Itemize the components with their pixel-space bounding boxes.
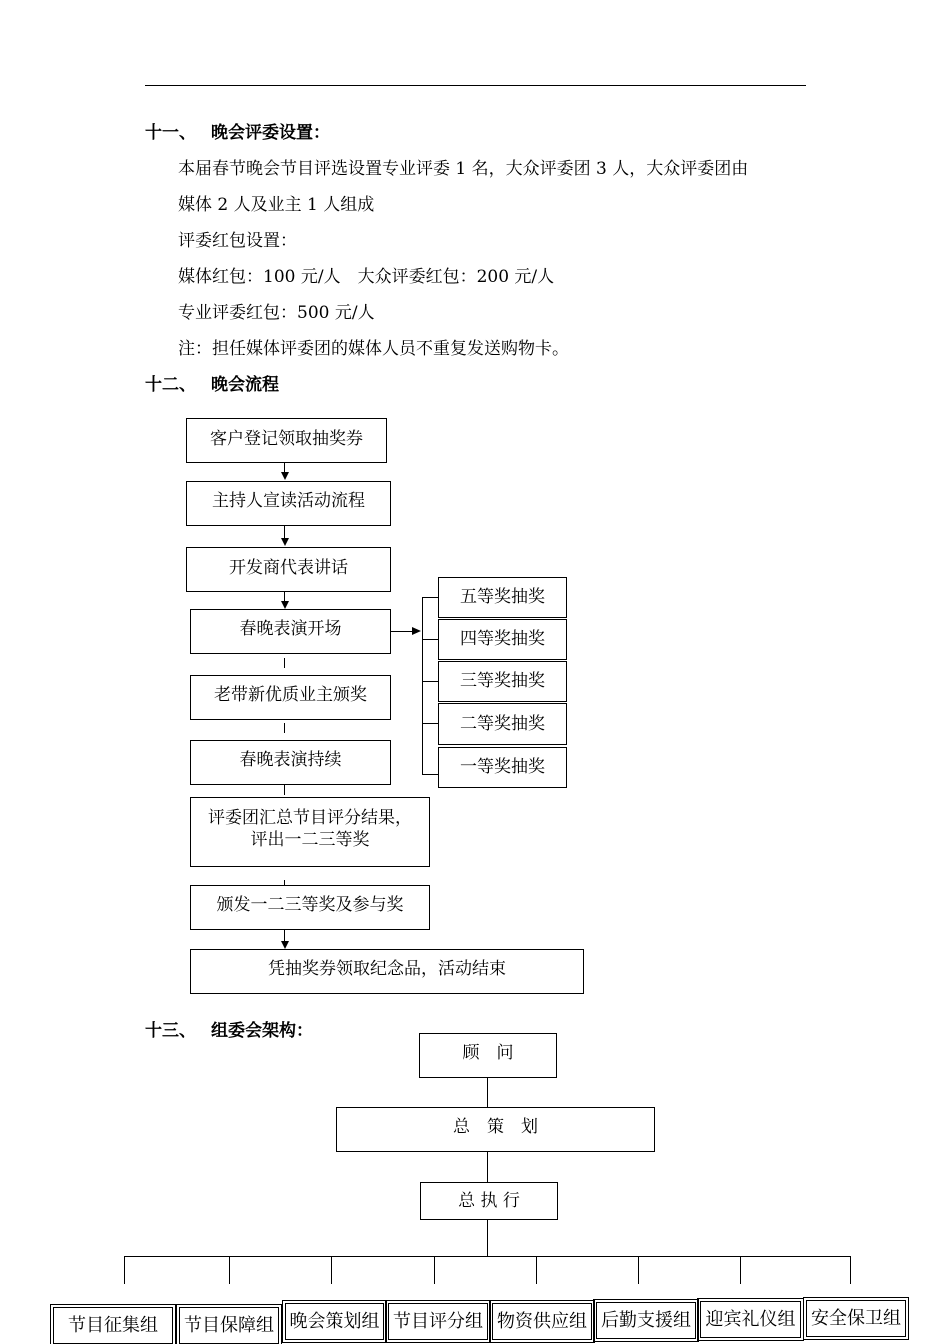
prize-box-1: 一等奖抽奖 (438, 747, 567, 788)
prize-tick (422, 639, 438, 640)
org-group-drop (638, 1256, 639, 1284)
section-11-line-5: 专业评委红包：500 元/人 (178, 303, 375, 323)
org-group-drop (850, 1256, 851, 1284)
org-group-drop (229, 1256, 230, 1284)
section-11-line-1: 本届春节晚会节目评选设置专业评委 1 名，大众评委团 3 人，大众评委团由 (178, 159, 749, 179)
section-12-number: 十二、 (145, 375, 196, 395)
org-connector (487, 1078, 488, 1108)
flow-step-6: 春晚表演持续 (190, 740, 391, 785)
org-group-8: 安全保卫组 (806, 1300, 906, 1337)
flow-step-7 (190, 797, 430, 867)
flow-step-7-line-1: 评委团汇总节目评分结果， (208, 808, 412, 828)
prize-bracket (422, 597, 423, 775)
org-planner: 总 策 划 (336, 1107, 655, 1152)
flow-connector (284, 723, 285, 733)
flow-arrow (281, 941, 289, 949)
prize-box-4: 四等奖抽奖 (438, 619, 567, 660)
section-11-line-4: 媒体红包：100 元/人 大众评委红包：200 元/人 (178, 267, 555, 287)
prize-box-5: 五等奖抽奖 (438, 577, 567, 618)
org-executive: 总 执 行 (420, 1182, 558, 1220)
org-group-drop (536, 1256, 537, 1284)
org-group-drop (740, 1256, 741, 1284)
prize-box-3: 三等奖抽奖 (438, 661, 567, 702)
flow-step-5: 老带新优质业主颁奖 (190, 675, 391, 720)
org-group-2: 节目保障组 (179, 1307, 279, 1344)
flow-step-2: 主持人宣读活动流程 (186, 481, 391, 526)
section-11-heading (145, 118, 330, 143)
prize-tick (422, 723, 438, 724)
section-13-heading (145, 1016, 313, 1041)
prize-branch-arrow (412, 627, 421, 635)
org-connector (487, 1220, 488, 1257)
flow-step-8: 颁发一二三等奖及参与奖 (190, 885, 430, 930)
org-advisor: 顾 问 (419, 1033, 557, 1078)
prize-box-2: 二等奖抽奖 (438, 703, 567, 745)
prize-tick (422, 597, 438, 598)
section-13-title: 组委会架构： (211, 1021, 313, 1041)
org-group-drop (331, 1256, 332, 1284)
section-12-heading (145, 370, 279, 395)
section-11-line-2: 媒体 2 人及业主 1 人组成 (178, 195, 375, 215)
flow-connector (284, 658, 285, 668)
prize-branch-line (391, 631, 413, 632)
section-11-line-3: 评委红包设置： (178, 231, 297, 251)
org-group-7: 迎宾礼仪组 (700, 1301, 801, 1338)
section-12-title: 晚会流程 (211, 375, 279, 395)
section-13-number: 十三、 (145, 1021, 196, 1041)
prize-tick (422, 774, 438, 775)
flow-step-1: 客户登记领取抽奖券 (186, 418, 387, 463)
org-group-6: 后勤支援组 (596, 1302, 696, 1339)
org-group-drop (124, 1256, 125, 1284)
flow-connector (284, 785, 285, 795)
flow-step-4: 春晚表演开场 (190, 609, 391, 654)
org-group-5: 物资供应组 (492, 1303, 592, 1340)
org-group-bar (124, 1256, 851, 1257)
org-group-4: 节目评分组 (388, 1303, 488, 1340)
flow-step-3: 开发商代表讲话 (186, 547, 391, 592)
org-group-1: 节目征集组 (53, 1307, 173, 1344)
org-connector (487, 1152, 488, 1182)
section-11-number: 十一、 (145, 123, 196, 143)
flow-step-9: 凭抽奖券领取纪念品，活动结束 (190, 949, 584, 994)
section-11-title: 晚会评委设置： (211, 123, 330, 143)
flow-connector (284, 525, 285, 539)
section-11-note: 注：担任媒体评委团的媒体人员不重复发送购物卡。 (178, 339, 569, 359)
top-rule (145, 85, 806, 86)
flow-arrow (281, 601, 289, 609)
flow-arrow (281, 538, 289, 546)
org-group-drop (434, 1256, 435, 1284)
flow-arrow (281, 472, 289, 480)
flow-step-7-line-2: 评出一二三等奖 (250, 830, 370, 850)
prize-tick (422, 681, 438, 682)
org-group-3: 晚会策划组 (285, 1303, 384, 1340)
